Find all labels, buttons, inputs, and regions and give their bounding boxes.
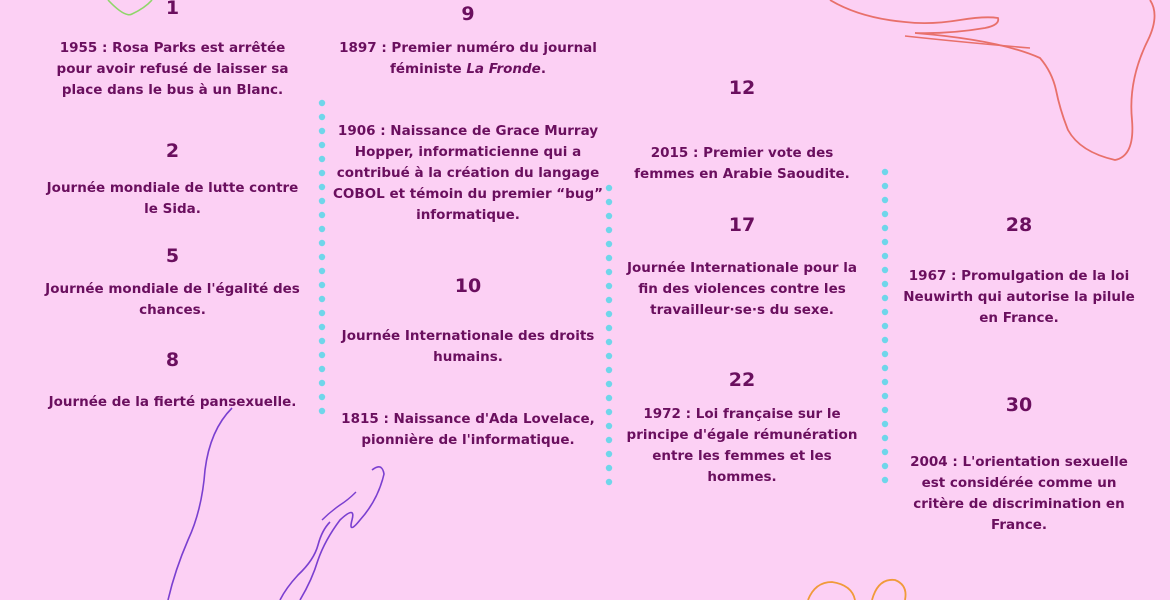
event-text-10b: 1815 : Naissance d'Ada Lovelace, pionnière de l'informatique. bbox=[341, 411, 595, 448]
event-text-10a: Journée Internationale des droits humains. bbox=[341, 328, 595, 365]
event-text-9a bbox=[333, 38, 603, 80]
day-number-12: 12 bbox=[728, 77, 756, 99]
hand-top-right-outline bbox=[830, 0, 1155, 160]
hand-bottom-left-fingers-3 bbox=[322, 492, 356, 520]
day-number-17: 17 bbox=[728, 214, 756, 236]
day-number-5: 5 bbox=[165, 245, 180, 267]
event-text-22: 1972 : Loi française sur le principe d'égale rémunération entre les femmes et les hommes. bbox=[626, 406, 858, 485]
event-text-9a-title: La Fronde bbox=[466, 61, 541, 77]
hand-bottom-left-fingers bbox=[300, 467, 384, 600]
day-number-10: 10 bbox=[454, 275, 482, 297]
event-text-5: Journée mondiale de l'égalité des chances. bbox=[45, 281, 300, 318]
event-text-17: Journée Internationale pour la fin des violences contre les travailleur·se·s du sexe. bbox=[626, 260, 857, 318]
hand-bottom-left-fingers-2 bbox=[280, 522, 330, 600]
dotted-divider-2 bbox=[606, 185, 612, 485]
event-text-8: Journée de la fierté pansexuelle. bbox=[48, 394, 297, 410]
day-number-28: 28 bbox=[1005, 214, 1033, 236]
day-number-22: 22 bbox=[728, 369, 756, 391]
day-number-8: 8 bbox=[165, 349, 180, 371]
day-number-2: 2 bbox=[165, 140, 180, 162]
event-text-12: 2015 : Premier vote des femmes en Arabie Saoudite. bbox=[634, 145, 850, 182]
orange-shape bbox=[808, 580, 906, 600]
day-number-1: 1 bbox=[165, 0, 180, 19]
event-text-1: 1955 : Rosa Parks est arrêtée pour avoir refusé de laisser sa place dans le bus à un Blanc. bbox=[56, 40, 289, 98]
event-text-28: 1967 : Promulgation de la loi Neuwirth qui autorise la pilule en France. bbox=[903, 268, 1135, 326]
dotted-divider-3 bbox=[882, 169, 888, 483]
dotted-divider-1 bbox=[319, 100, 325, 414]
hand-bottom-left-outline bbox=[168, 408, 232, 600]
event-text-9a-pre: 1897 : Premier numéro du journal féministe bbox=[339, 40, 597, 77]
day-number-9: 9 bbox=[461, 3, 475, 25]
hand-top-right-finger bbox=[905, 36, 1030, 48]
event-text-9b: 1906 : Naissance de Grace Murray Hopper, informaticienne qui a contribué à la création du langage COBOL et témoin du premier “bug” informatique. bbox=[333, 123, 603, 223]
day-number-30: 30 bbox=[1005, 394, 1033, 416]
event-text-2: Journée mondiale de lutte contre le Sida. bbox=[46, 180, 299, 217]
event-text-9a-post: . bbox=[540, 61, 546, 77]
event-text-30: 2004 : L'orientation sexuelle est considérée comme un critère de discrimination en France. bbox=[910, 454, 1128, 533]
